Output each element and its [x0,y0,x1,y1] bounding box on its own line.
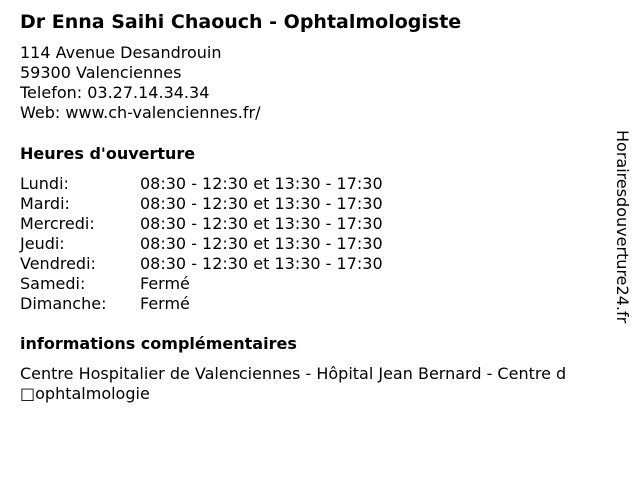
time-value: 08:30 - 12:30 et 13:30 - 17:30 [140,234,383,253]
hours-row-tuesday [20,194,383,214]
page-title: Dr Enna Saihi Chaouch - Ophtalmologiste [20,11,462,33]
time-value: 08:30 - 12:30 et 13:30 - 17:30 [140,194,383,213]
address-phone: Telefon: 03.27.14.34.34 [20,83,210,102]
hours-row-saturday [20,274,383,294]
time-value: 08:30 - 12:30 et 13:30 - 17:30 [140,214,383,233]
opening-hours-table [20,174,383,314]
time-value: 08:30 - 12:30 et 13:30 - 17:30 [140,174,383,193]
info-line: □ophtalmologie [20,384,150,403]
day-label: Dimanche: [20,294,107,313]
day-label: Samedi: [20,274,86,293]
hours-heading: Heures d'ouverture [20,144,196,163]
hours-row-wednesday [20,214,383,234]
hours-row-monday [20,174,383,194]
info-heading: informations complémentaires [20,334,297,353]
day-label: Lundi: [20,174,69,193]
address-city: 59300 Valenciennes [20,63,182,82]
hours-row-sunday [20,294,383,314]
time-value: 08:30 - 12:30 et 13:30 - 17:30 [140,254,383,273]
day-label: Mardi: [20,194,70,213]
hours-row-friday [20,254,383,274]
time-value: Fermé [140,294,190,313]
watermark-text: Horairesdouverture24.fr [613,130,632,324]
address-block [20,43,260,123]
time-value: Fermé [140,274,190,293]
site-watermark [610,130,634,350]
day-label: Vendredi: [20,254,96,273]
address-street: 114 Avenue Desandrouin [20,43,222,62]
day-label: Mercredi: [20,214,95,233]
address-web: Web: www.ch-valenciennes.fr/ [20,103,261,122]
info-text [20,364,620,404]
hours-row-thursday [20,234,383,254]
info-line: Centre Hospitalier de Valenciennes - Hôpital Jean Bernard - Centre d [20,364,567,383]
day-label: Jeudi: [20,234,65,253]
